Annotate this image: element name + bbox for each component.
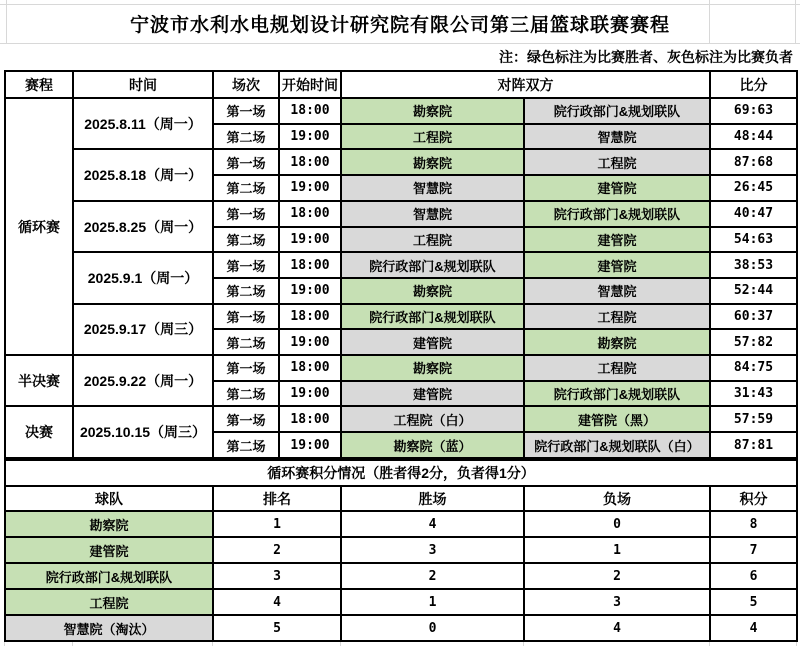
match-row [5,149,797,175]
schedule-table [4,70,798,459]
date-cell: 2025.9.22（周一） [73,355,213,406]
start-time-cell: 19:00 [279,278,341,304]
losses-cell: 0 [524,511,710,537]
standings-row [5,563,797,589]
start-time-cell: 19:00 [279,432,341,458]
start-time-cell: 19:00 [279,227,341,253]
losses-cell: 3 [524,589,710,615]
team-cell: 院行政部门&规划联队 [341,304,524,330]
points-cell: 8 [710,511,797,537]
team-cell: 智慧院 [524,278,710,304]
start-time-cell: 19:00 [279,124,341,150]
match-row [5,304,797,330]
start-time-cell: 18:00 [279,201,341,227]
team-cell: 勘察院 [341,355,524,381]
date-cell: 2025.8.18（周一） [73,149,213,200]
standings-row [5,615,797,641]
gridline [212,642,213,646]
match-no-cell: 第一场 [213,304,279,330]
score-cell: 26:45 [710,175,797,201]
standings-header-row [5,486,797,511]
stage-cell: 半决赛 [5,355,73,406]
team-name-cell: 智慧院（淘汰） [5,615,213,641]
team-cell: 院行政部门&规划联队 [341,252,524,278]
team-cell: 智慧院 [341,175,524,201]
header-wins: 胜场 [341,486,524,511]
score-cell: 87:81 [710,432,797,458]
score-cell: 57:82 [710,329,797,355]
team-cell: 建管院 [524,175,710,201]
match-no-cell: 第二场 [213,227,279,253]
team-cell: 院行政部门&规划联队（白） [524,432,710,458]
start-time-cell: 19:00 [279,381,341,407]
match-no-cell: 第二场 [213,432,279,458]
schedule-header-row [5,71,797,98]
header-date: 时间 [73,71,213,98]
gridline [340,642,341,646]
standings-row [5,511,797,537]
standings-title-row [5,460,797,486]
team-cell: 院行政部门&规划联队 [524,201,710,227]
score-cell: 38:53 [710,252,797,278]
team-cell: 工程院 [341,227,524,253]
gridline [523,642,524,646]
date-cell: 2025.9.1（周一） [73,252,213,303]
gridline [709,642,710,646]
team-cell: 智慧院 [341,201,524,227]
match-row [5,355,797,381]
losses-cell: 1 [524,537,710,563]
match-no-cell: 第一场 [213,149,279,175]
team-cell: 勘察院（蓝） [341,432,524,458]
match-row [5,252,797,278]
points-cell: 5 [710,589,797,615]
start-time-cell: 18:00 [279,149,341,175]
header-stage: 赛程 [5,71,73,98]
score-cell: 84:75 [710,355,797,381]
rank-cell: 3 [213,563,341,589]
team-cell: 勘察院 [341,98,524,124]
gridline [796,642,797,646]
rank-cell: 4 [213,589,341,615]
standings-table [4,459,798,642]
score-cell: 31:43 [710,381,797,407]
match-row [5,98,797,124]
wins-cell: 0 [341,615,524,641]
header-rank: 排名 [213,486,341,511]
start-time-cell: 18:00 [279,98,341,124]
losses-cell: 2 [524,563,710,589]
score-cell: 57:59 [710,406,797,432]
start-time-cell: 18:00 [279,304,341,330]
score-cell: 52:44 [710,278,797,304]
header-team: 球队 [5,486,213,511]
team-cell: 工程院 [341,124,524,150]
match-row [5,406,797,432]
wins-cell: 2 [341,563,524,589]
standings-row [5,537,797,563]
points-cell: 4 [710,615,797,641]
wins-cell: 4 [341,511,524,537]
gridline [4,642,5,646]
points-cell: 7 [710,537,797,563]
team-cell: 建管院 [341,329,524,355]
losses-cell: 4 [524,615,710,641]
team-cell: 建管院 [524,252,710,278]
team-cell: 院行政部门&规划联队 [524,98,710,124]
wins-cell: 3 [341,537,524,563]
rank-cell: 5 [213,615,341,641]
match-no-cell: 第二场 [213,175,279,201]
team-cell: 建管院 [341,381,524,407]
score-cell: 40:47 [710,201,797,227]
team-name-cell: 建管院 [5,537,213,563]
match-no-cell: 第二场 [213,381,279,407]
match-no-cell: 第一场 [213,355,279,381]
score-cell: 48:44 [710,124,797,150]
rank-cell: 2 [213,537,341,563]
team-cell: 智慧院 [524,124,710,150]
match-row [5,201,797,227]
gridline [72,642,73,646]
score-cell: 60:37 [710,304,797,330]
team-name-cell: 工程院 [5,589,213,615]
team-cell: 勘察院 [524,329,710,355]
match-no-cell: 第二场 [213,278,279,304]
start-time-cell: 18:00 [279,252,341,278]
team-cell: 院行政部门&规划联队 [524,381,710,407]
score-cell: 69:63 [710,98,797,124]
team-cell: 工程院 [524,304,710,330]
standings-section-title: 循环赛积分情况（胜者得2分，负者得1分） [5,460,797,486]
team-cell: 勘察院 [341,149,524,175]
team-cell: 勘察院 [341,278,524,304]
match-no-cell: 第二场 [213,329,279,355]
team-cell: 建管院（黑） [524,406,710,432]
team-cell: 工程院 [524,149,710,175]
match-no-cell: 第一场 [213,406,279,432]
start-time-cell: 19:00 [279,175,341,201]
rank-cell: 1 [213,511,341,537]
legend-note: 注：绿色标注为比赛胜者、灰色标注为比赛负者 [499,48,793,65]
header-start-time: 开始时间 [279,71,341,98]
date-cell: 2025.8.11（周一） [73,98,213,149]
score-cell: 54:63 [710,227,797,253]
team-name-cell: 勘察院 [5,511,213,537]
header-losses: 负场 [524,486,710,511]
header-score: 比分 [710,71,797,98]
match-no-cell: 第一场 [213,252,279,278]
team-cell: 建管院 [524,227,710,253]
team-cell: 工程院 [524,355,710,381]
wins-cell: 1 [341,589,524,615]
page-title: 宁波市水利水电规划设计研究院有限公司第三届篮球联赛赛程 [129,15,670,36]
date-cell: 2025.9.17（周三） [73,304,213,355]
standings-row [5,589,797,615]
header-matchup: 对阵双方 [341,71,710,98]
start-time-cell: 18:00 [279,406,341,432]
date-cell: 2025.8.25（周一） [73,201,213,252]
team-name-cell: 院行政部门&规划联队 [5,563,213,589]
start-time-cell: 18:00 [279,355,341,381]
points-cell: 6 [710,563,797,589]
team-cell: 工程院（白） [341,406,524,432]
match-no-cell: 第一场 [213,98,279,124]
header-match-no: 场次 [213,71,279,98]
stage-cell: 决赛 [5,406,73,458]
match-no-cell: 第一场 [213,201,279,227]
match-no-cell: 第二场 [213,124,279,150]
stage-cell: 循环赛 [5,98,73,355]
score-cell: 87:68 [710,149,797,175]
header-points: 积分 [710,486,797,511]
date-cell: 2025.10.15（周三） [73,406,213,458]
start-time-cell: 19:00 [279,329,341,355]
